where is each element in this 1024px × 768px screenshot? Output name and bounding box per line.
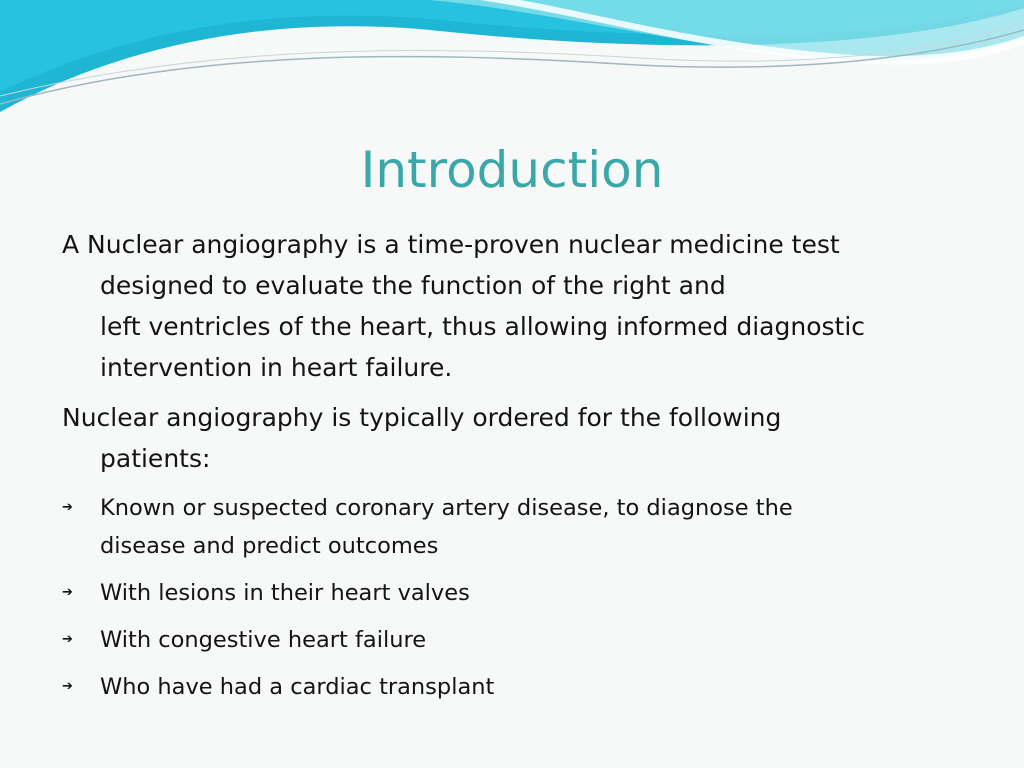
arrow-right-icon: ➔	[62, 500, 73, 515]
patients-paragraph	[62, 397, 1000, 479]
bullet-1-line-2: disease and predict outcomes	[100, 533, 439, 559]
patients-line-1: Nuclear angiography is typically ordered for the following	[62, 403, 782, 432]
patients-line-2: patients:	[100, 444, 211, 473]
decorative-wave-header	[0, 0, 1024, 130]
bullet-4-text: Who have had a cardiac transplant	[100, 674, 495, 700]
intro-line-4: intervention in heart failure.	[100, 353, 453, 382]
arrow-right-icon: ➔	[62, 632, 73, 647]
intro-line-1: A Nuclear angiography is a time-proven nuclear medicine test	[62, 230, 840, 259]
intro-line-3: left ventricles of the heart, thus allowing informed diagnostic	[100, 312, 866, 341]
arrow-right-icon: ➔	[62, 679, 73, 694]
patient-list	[62, 489, 962, 706]
list-item	[62, 489, 962, 565]
bullet-1-line-1: Known or suspected coronary artery disease, to diagnose the	[100, 495, 793, 521]
slide-title: Introduction	[360, 141, 664, 199]
list-item	[62, 621, 962, 659]
list-item	[62, 668, 962, 706]
intro-paragraph	[62, 224, 1000, 388]
bullet-2-text: With lesions in their heart valves	[100, 580, 470, 606]
bullet-3-text: With congestive heart failure	[100, 627, 427, 653]
intro-line-2: designed to evaluate the function of the right and	[100, 271, 726, 300]
arrow-right-icon: ➔	[62, 585, 73, 600]
list-item	[62, 574, 962, 612]
